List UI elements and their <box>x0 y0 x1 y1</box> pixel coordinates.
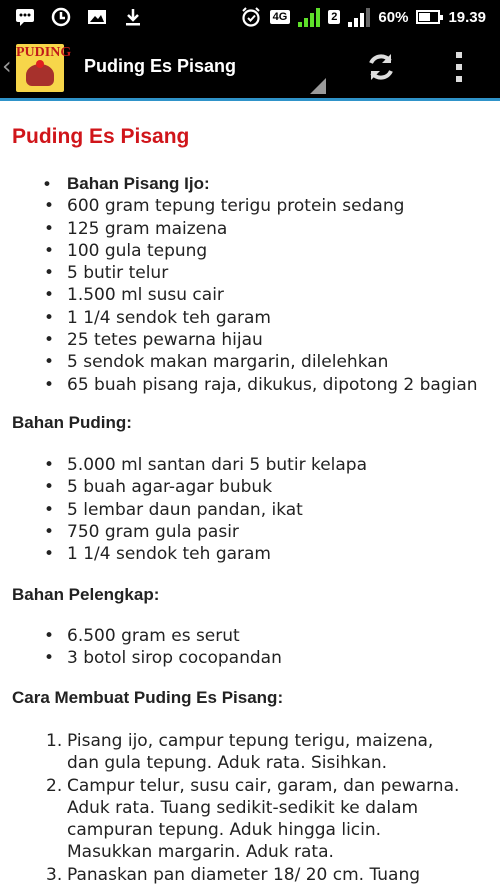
list-item: • 3 botol sirop cocopandan <box>0 647 282 669</box>
alarm-icon <box>240 6 262 28</box>
refresh-icon[interactable] <box>364 50 398 84</box>
list-item: • 5 lembar daun pandan, ikat <box>0 499 367 521</box>
signal-icon-sim2 <box>348 7 370 27</box>
list-item: • 125 gram maizena <box>0 218 478 240</box>
list-item: • Bahan Pisang Ijo: <box>0 173 478 195</box>
dropdown-indicator-icon <box>310 78 326 94</box>
list-item: • 5 butir telur <box>0 262 478 284</box>
list-item: • 100 gula tepung <box>0 240 478 262</box>
steps-list <box>0 730 500 886</box>
section-heading-cara: Cara Membuat Puding Es Pisang: <box>12 688 284 707</box>
list-item: • 5 sendok makan margarin, dilelehkan <box>0 351 478 373</box>
list-item: • 1 1/4 sendok teh garam <box>0 543 367 565</box>
sync-icon <box>50 6 72 28</box>
step-item: 2. Campur telur, susu cair, garam, dan pewarna. Aduk rata. Tuang sedikit-sedikit ke dalam campuran tepung. Aduk hingga licin. Masukkan margarin. Aduk rata. <box>46 775 460 863</box>
sim2-badge: 2 <box>328 10 340 24</box>
gallery-icon <box>86 6 108 28</box>
list-item: • 1 1/4 sendok teh garam <box>0 307 478 329</box>
list-item: • 600 gram tepung terigu protein sedang <box>0 195 478 217</box>
clock: 19.39 <box>448 8 486 26</box>
list-item: • 25 tetes pewarna hijau <box>0 329 478 351</box>
signal-icon-sim1 <box>298 7 320 27</box>
battery-icon <box>416 10 440 24</box>
section-heading-puding: Bahan Puding: <box>12 413 132 432</box>
list-item: • 5.000 ml santan dari 5 butir kelapa <box>0 454 367 476</box>
list-item: • 6.500 gram es serut <box>0 625 282 647</box>
pelengkap-list <box>0 625 282 670</box>
step-item: 3. Panaskan pan diameter 18/ 20 cm. Tuang <box>46 864 421 885</box>
back-chevron-icon[interactable]: ‹ <box>2 52 12 80</box>
bbm-icon <box>14 6 36 28</box>
ingredients-ijo-list <box>0 173 478 396</box>
puding-list <box>0 454 367 565</box>
network-type-badge: 4G <box>270 10 291 24</box>
article-content[interactable] <box>0 101 500 889</box>
app-logo[interactable]: PUDING <box>16 44 64 92</box>
list-item: • 1.500 ml susu cair <box>0 284 478 306</box>
list-item: • 65 buah pisang raja, dikukus, dipotong 2 bagian <box>0 374 478 396</box>
section-heading-pelengkap: Bahan Pelengkap: <box>12 585 160 604</box>
step-item: 1. Pisang ijo, campur tepung terigu, maizena, dan gula tepung. Aduk rata. Sisihkan. <box>46 731 434 774</box>
download-icon <box>122 6 144 28</box>
list-item: • 5 buah agar-agar bubuk <box>0 476 367 498</box>
article-title: Puding Es Pisang <box>12 125 190 148</box>
list-item: • 750 gram gula pasir <box>0 521 367 543</box>
status-bar <box>0 0 500 36</box>
app-bar-title[interactable]: Puding Es Pisang <box>84 56 237 76</box>
app-bar <box>0 36 500 98</box>
more-options-icon[interactable] <box>452 52 466 82</box>
battery-percent: 60% <box>378 8 409 26</box>
